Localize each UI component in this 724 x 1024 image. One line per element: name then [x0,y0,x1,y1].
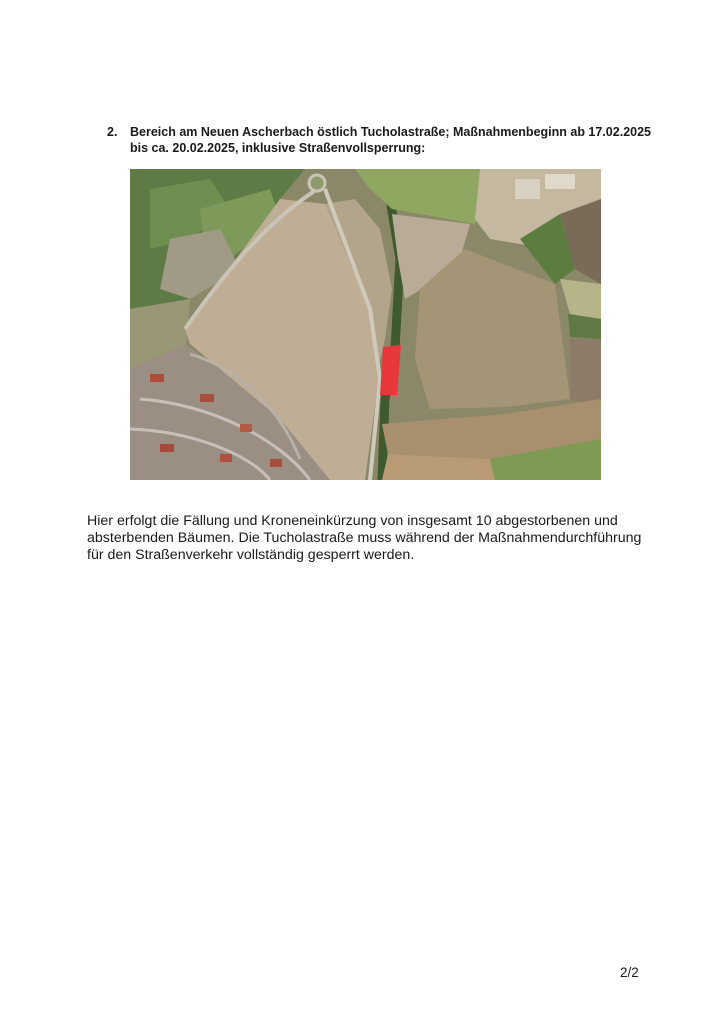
page-number: 2/2 [620,965,639,980]
section-title: Bereich am Neuen Ascherbach östlich Tucholastraße; Maßnahmenbeginn ab 17.02.2025 bis ca. 20.02.2025, inklusive Straßenvollsperrung: [130,125,651,155]
aerial-photo [130,169,601,480]
section-number: 2. [107,125,118,139]
body-paragraph: Hier erfolgt die Fällung und Kroneneinkürzung von insgesamt 10 abgestorbenen und absterbenden Bäumen. Die Tucholastraße muss während der Maßnahmendurchführung für den Straßenverkehr vollständig gesperrt werden. [87,513,642,563]
section-heading [107,124,667,156]
aerial-map [130,169,601,480]
